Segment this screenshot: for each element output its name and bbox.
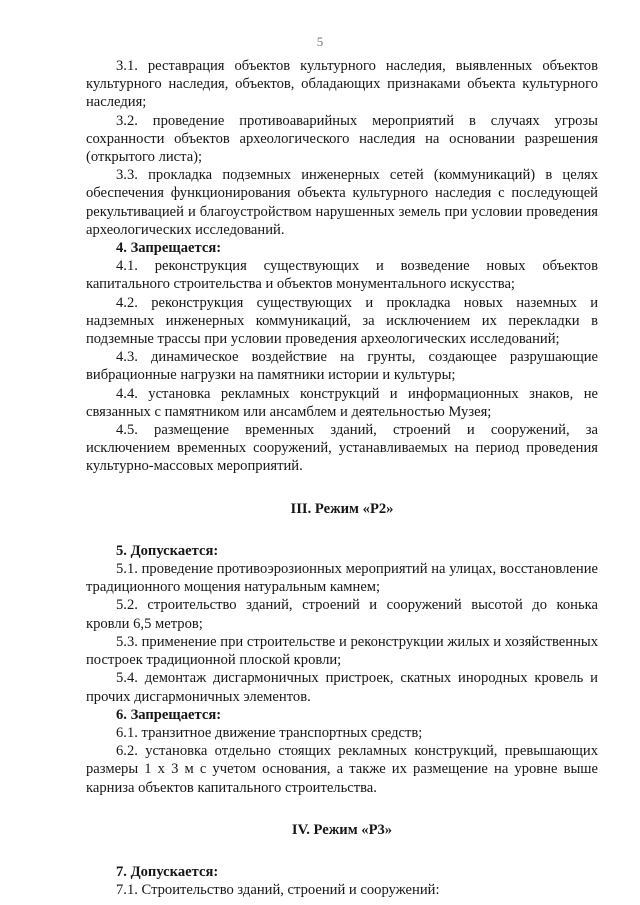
paragraph-4-3: 4.3. динамическое воздействие на грунты, создающее разрушающие вибрационные нагрузки на памятники истории и культуры;: [86, 349, 598, 384]
document-body: [86, 57, 598, 899]
paragraph-3-1: 3.1. реставрация объектов культурного наследия, выявленных объектов культурного наследия, объектов, обладающих признаками объекта культурного наследия;: [86, 58, 598, 111]
paragraph-4-2: 4.2. реконструкция существующих и прокладка новых наземных и надземных инженерных коммуникаций, за исключением их перекладки в подземные трассы при условии проведения археологических исследований;: [86, 294, 598, 348]
page-number: 5: [316, 34, 324, 49]
paragraph-3-2: 3.2. проведение противоаварийных мероприятий в случаях угрозы сохранности объектов археологического наследия на основании разрешения (открытого листа);: [86, 112, 598, 166]
paragraph-3-3: 3.3. прокладка подземных инженерных сетей (коммуникаций) в целях обеспечения функционирования объекта культурного наследия с последующей рекультивацией и благоустройством нарушенных земель при условии проведения археологических исследований.: [86, 167, 598, 238]
paragraph-6-2: 6.2. установка отдельно стоящих рекламных конструкций, превышающих размеры 1 х 3 м с учетом основания, а также их размещение на уровне выше карниза объектов капитального строительства.: [86, 743, 598, 796]
heading-6-prohibited: 6. Запрещается:: [116, 706, 222, 723]
paragraph-5-2: 5.2. строительство зданий, строений и сооружений высотой до конька кровли 6,5 метров;: [86, 597, 598, 632]
paragraph-6-1: 6.1. транзитное движение транспортных средств;: [116, 724, 423, 741]
spacer: [86, 518, 598, 542]
paragraph-4-1: 4.1. реконструкция существующих и возведение новых объектов капитального строительства и объектов монументального искусства;: [86, 258, 598, 293]
heading-4-prohibited: 4. Запрещается:: [116, 240, 222, 257]
spacer: [86, 797, 598, 821]
paragraph-5-1: 5.1. проведение противоэрозионных мероприятий на улицах, восстановление традиционного мощения натуральным камнем;: [86, 561, 598, 596]
paragraph-5-3: 5.3. применение при строительстве и реконструкции жилых и хозяйственных построек традиционной плоской кровли;: [86, 633, 598, 669]
heading-5-allowed: 5. Допускается:: [116, 542, 219, 559]
paragraph-4-5: 4.5. размещение временных зданий, строений и сооружений, за исключением временных сооружений, устанавливаемых на период проведения культурно-массовых мероприятий.: [86, 422, 598, 475]
section-title-r2: III. Режим «Р2»: [290, 500, 394, 517]
paragraph-7-1: 7.1. Строительство зданий, строений и сооружений:: [116, 882, 440, 899]
spacer: [86, 839, 598, 863]
paragraph-5-4: 5.4. демонтаж дисгармоничных пристроек, скатных инородных кровель и прочих дисгармоничных элементов.: [86, 670, 598, 705]
section-title-r3: IV. Режим «Р3»: [291, 821, 393, 838]
heading-7-allowed: 7. Допускается:: [116, 863, 219, 880]
paragraph-4-4: 4.4. установка рекламных конструкций и информационных знаков, не связанных с памятником или ансамблем и деятельностью Музея;: [86, 385, 598, 420]
spacer: [86, 476, 598, 500]
